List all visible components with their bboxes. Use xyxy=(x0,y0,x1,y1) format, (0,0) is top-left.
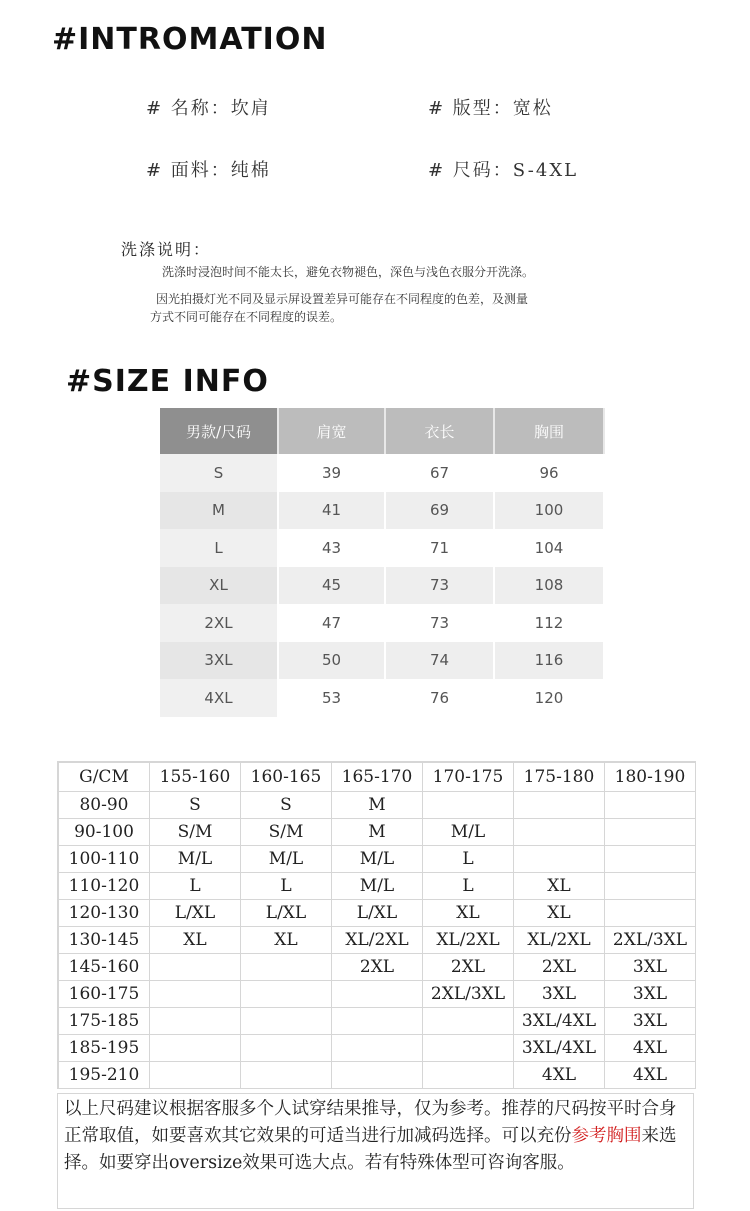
rec-size-cell xyxy=(423,1035,514,1062)
rec-row xyxy=(59,1062,696,1089)
rec-size-cell: 4XL xyxy=(605,1062,696,1089)
info-name: # 名称：坎肩 xyxy=(146,98,271,119)
rec-size-cell: M xyxy=(332,792,423,819)
size-note xyxy=(57,1093,694,1209)
size-info-table xyxy=(160,408,605,717)
rec-header-cell: 155-160 xyxy=(150,763,241,792)
rec-size-cell: 2XL xyxy=(423,954,514,981)
rec-size-cell: L/XL xyxy=(332,900,423,927)
rec-size-cell: M/L xyxy=(332,846,423,873)
rec-size-cell: S/M xyxy=(241,819,332,846)
size-row xyxy=(160,604,605,642)
rec-size-cell: XL/2XL xyxy=(423,927,514,954)
rec-size-cell: 2XL xyxy=(514,954,605,981)
care-line-1: 洗涤时浸泡时间不能太长，避免衣物褪色，深色与浅色衣服分开洗涤。 xyxy=(162,265,535,279)
size-header-cell: 肩宽 xyxy=(279,408,386,454)
size-cell: 96 xyxy=(495,454,605,492)
rec-weight-cell: 195-210 xyxy=(59,1062,150,1089)
size-cell: L xyxy=(160,529,279,567)
rec-size-cell xyxy=(332,1008,423,1035)
size-cell: 50 xyxy=(279,642,386,680)
rec-weight-cell: 90-100 xyxy=(59,819,150,846)
rec-size-cell: L xyxy=(423,873,514,900)
size-cell: 116 xyxy=(495,642,605,680)
rec-size-cell xyxy=(150,1008,241,1035)
rec-size-cell: M/L xyxy=(150,846,241,873)
size-header-cell: 男款/尺码 xyxy=(160,408,279,454)
rec-weight-cell: 110-120 xyxy=(59,873,150,900)
size-row xyxy=(160,642,605,680)
rec-size-cell: L xyxy=(241,873,332,900)
rec-size-cell: L xyxy=(423,846,514,873)
rec-size-cell: 4XL xyxy=(514,1062,605,1089)
rec-size-cell: 2XL xyxy=(332,954,423,981)
rec-size-cell xyxy=(514,792,605,819)
rec-size-cell xyxy=(514,819,605,846)
size-cell: 108 xyxy=(495,567,605,605)
size-heading: #SIZE INFO xyxy=(66,364,269,399)
size-cell: 76 xyxy=(386,679,495,717)
size-cell: M xyxy=(160,492,279,530)
size-cell: 100 xyxy=(495,492,605,530)
rec-size-cell xyxy=(241,954,332,981)
rec-header-cell: 175-180 xyxy=(514,763,605,792)
rec-header-cell: 170-175 xyxy=(423,763,514,792)
rec-size-cell xyxy=(423,1062,514,1089)
rec-size-cell: XL/2XL xyxy=(514,927,605,954)
rec-weight-cell: 120-130 xyxy=(59,900,150,927)
rec-header-cell: 160-165 xyxy=(241,763,332,792)
size-header-row xyxy=(160,408,605,454)
rec-weight-cell: 175-185 xyxy=(59,1008,150,1035)
rec-size-cell: 4XL xyxy=(605,1035,696,1062)
rec-row xyxy=(59,954,696,981)
rec-size-cell xyxy=(241,1035,332,1062)
size-row xyxy=(160,492,605,530)
rec-size-cell: 2XL/3XL xyxy=(605,927,696,954)
size-row xyxy=(160,679,605,717)
size-note-highlight: 参考胸围 xyxy=(571,1126,642,1146)
rec-header-cell: 165-170 xyxy=(332,763,423,792)
rec-weight-cell: 80-90 xyxy=(59,792,150,819)
size-cell: 120 xyxy=(495,679,605,717)
rec-weight-cell: 100-110 xyxy=(59,846,150,873)
size-cell: 4XL xyxy=(160,679,279,717)
rec-size-cell xyxy=(605,819,696,846)
rec-size-cell: M/L xyxy=(241,846,332,873)
rec-size-cell: 3XL xyxy=(605,1008,696,1035)
size-row xyxy=(160,529,605,567)
rec-table-body xyxy=(59,792,696,1089)
rec-size-cell xyxy=(150,981,241,1008)
rec-size-cell xyxy=(605,792,696,819)
info-heading: #INTROMATION xyxy=(52,22,328,57)
rec-size-cell xyxy=(332,981,423,1008)
rec-row xyxy=(59,1035,696,1062)
size-header-cell: 胸围 xyxy=(495,408,605,454)
rec-size-cell xyxy=(423,1008,514,1035)
size-cell: 73 xyxy=(386,567,495,605)
size-header-cell: 衣长 xyxy=(386,408,495,454)
rec-size-cell: 2XL/3XL xyxy=(423,981,514,1008)
rec-row xyxy=(59,927,696,954)
rec-size-cell: L/XL xyxy=(150,900,241,927)
rec-size-cell: XL/2XL xyxy=(332,927,423,954)
rec-size-cell xyxy=(241,981,332,1008)
rec-size-cell xyxy=(514,846,605,873)
rec-weight-cell: 160-175 xyxy=(59,981,150,1008)
rec-size-cell xyxy=(150,1062,241,1089)
rec-row xyxy=(59,981,696,1008)
size-cell: S xyxy=(160,454,279,492)
rec-size-cell: 3XL xyxy=(605,981,696,1008)
rec-header-cell: G/CM xyxy=(59,763,150,792)
size-cell: XL xyxy=(160,567,279,605)
size-cell: 2XL xyxy=(160,604,279,642)
care-title: 洗涤说明： xyxy=(121,240,212,259)
size-cell: 69 xyxy=(386,492,495,530)
rec-size-cell xyxy=(332,1062,423,1089)
size-cell: 3XL xyxy=(160,642,279,680)
size-cell: 71 xyxy=(386,529,495,567)
rec-row xyxy=(59,792,696,819)
rec-header-row xyxy=(59,763,696,792)
rec-size-cell: XL xyxy=(241,927,332,954)
rec-weight-cell: 185-195 xyxy=(59,1035,150,1062)
rec-row xyxy=(59,873,696,900)
rec-size-cell: M xyxy=(332,819,423,846)
rec-row xyxy=(59,1008,696,1035)
rec-size-cell: 3XL xyxy=(605,954,696,981)
rec-size-cell xyxy=(241,1008,332,1035)
rec-size-cell: 3XL/4XL xyxy=(514,1008,605,1035)
rec-size-cell: M/L xyxy=(423,819,514,846)
rec-size-cell xyxy=(150,1035,241,1062)
rec-size-cell: XL xyxy=(423,900,514,927)
rec-size-cell: L xyxy=(150,873,241,900)
rec-size-cell: S/M xyxy=(150,819,241,846)
rec-row xyxy=(59,846,696,873)
rec-size-cell: XL xyxy=(514,900,605,927)
rec-header-cell: 180-190 xyxy=(605,763,696,792)
size-cell: 53 xyxy=(279,679,386,717)
rec-size-cell: L/XL xyxy=(241,900,332,927)
size-cell: 73 xyxy=(386,604,495,642)
rec-weight-cell: 145-160 xyxy=(59,954,150,981)
rec-size-cell: 3XL/4XL xyxy=(514,1035,605,1062)
size-recommendation-table xyxy=(58,762,696,1089)
rec-size-cell xyxy=(423,792,514,819)
rec-size-cell: XL xyxy=(150,927,241,954)
rec-size-cell xyxy=(332,1035,423,1062)
size-cell: 112 xyxy=(495,604,605,642)
info-size: # 尺码：S-4XL xyxy=(428,160,579,181)
size-cell: 41 xyxy=(279,492,386,530)
size-recommendation-box xyxy=(57,761,696,1089)
rec-size-cell xyxy=(605,873,696,900)
size-cell: 39 xyxy=(279,454,386,492)
rec-size-cell: 3XL xyxy=(514,981,605,1008)
size-cell: 47 xyxy=(279,604,386,642)
rec-row xyxy=(59,900,696,927)
rec-weight-cell: 130-145 xyxy=(59,927,150,954)
rec-size-cell xyxy=(241,1062,332,1089)
size-row xyxy=(160,454,605,492)
size-row xyxy=(160,567,605,605)
rec-row xyxy=(59,819,696,846)
size-note-text: 以上尺码建议根据客服多个人试穿结果推导，仅为参考。推荐的尺码按平时合身正常取值，如要喜欢其它效果的可适当进行加减码选择。可以充份 xyxy=(64,1099,677,1146)
info-fabric: # 面料：纯棉 xyxy=(146,160,271,181)
size-cell: 104 xyxy=(495,529,605,567)
rec-size-cell: M/L xyxy=(332,873,423,900)
info-fit: # 版型：宽松 xyxy=(428,98,553,119)
rec-size-cell: S xyxy=(241,792,332,819)
rec-size-cell xyxy=(150,954,241,981)
rec-size-cell: S xyxy=(150,792,241,819)
size-cell: 43 xyxy=(279,529,386,567)
size-note-text-end: 来选择。如要穿出oversize效果可选大点。若有特殊体型可咨询客服。 xyxy=(64,1126,677,1173)
care-line-2: 因光拍摄灯光不同及显示屏设置差异可能存在不同程度的色差，及测量 xyxy=(156,292,529,306)
size-cell: 67 xyxy=(386,454,495,492)
size-cell: 45 xyxy=(279,567,386,605)
care-line-3: 方式不同可能存在不同程度的误差。 xyxy=(150,310,343,324)
size-cell: 74 xyxy=(386,642,495,680)
rec-size-cell: XL xyxy=(514,873,605,900)
rec-size-cell xyxy=(605,900,696,927)
rec-size-cell xyxy=(605,846,696,873)
